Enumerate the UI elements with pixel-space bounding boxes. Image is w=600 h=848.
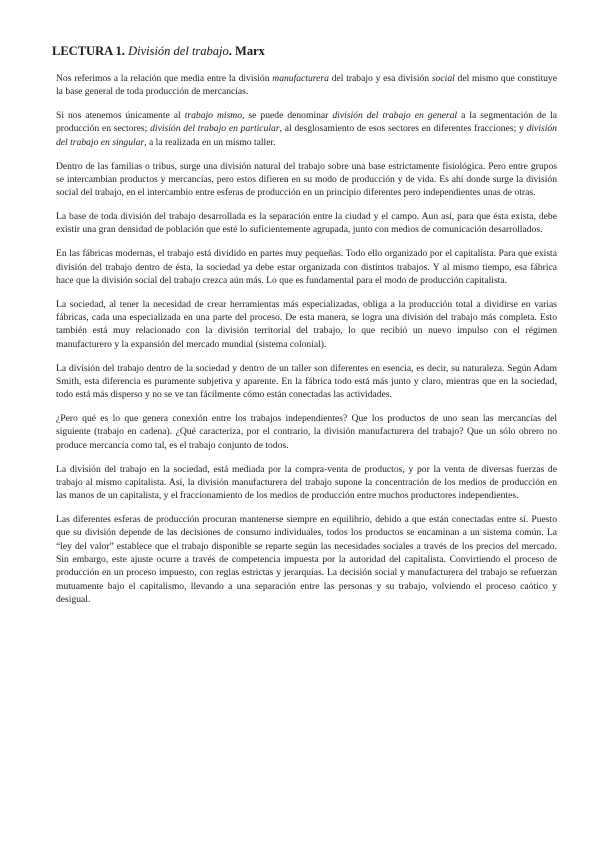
paragraph	[56, 247, 557, 287]
title-subject: División del trabajo	[128, 44, 229, 58]
paragraph	[56, 109, 557, 149]
paragraph	[56, 362, 557, 402]
italic-term: manufacturera	[272, 73, 329, 84]
text-run: , se puede denominar	[242, 110, 333, 122]
italic-term: división del trabajo en general	[332, 110, 458, 122]
text-run: del trabajo y esa división	[328, 73, 432, 84]
text-run: del mismo que constituye la base general de toda producción de mercancías.	[56, 73, 557, 98]
paragraph	[56, 160, 557, 200]
italic-term: división del trabajo en singular	[56, 123, 557, 148]
text-run: , a la realizada en un mismo taller.	[144, 136, 276, 148]
paragraph	[56, 463, 557, 503]
paragraph	[56, 210, 557, 237]
text-run: ¿Pero qué es lo que genera conexión entre los trabajos independientes? Que los productos de uno sean las mercancías del siguiente (trabajo en cadena). ¿Qué caracteriza, por el contrario, la división manufacturera del trabajo? Que un sólo obrero no produce mercancía como tal, es el trabajo conjunto de todos.	[56, 413, 557, 451]
text-run: Si nos atenemos únicamente al	[56, 110, 185, 122]
text-run: La división del trabajo en la sociedad, está mediada por la compra-venta de productos, y por la venta de diversas fuerzas de trabajo al mismo capitalista. Así, la división manufacturera del trabajo supone la concentración de los medios de producción en las manos de un capitalista, y el fraccionamiento de los medios de producción entre muchos productores independientes.	[56, 463, 557, 502]
text-run: a la segmentación de la producción en sectores;	[56, 110, 558, 135]
title-lead: LECTURA 1.	[52, 44, 125, 58]
paragraph	[56, 72, 557, 99]
title-author: Marx	[235, 44, 265, 58]
text-run: La sociedad, al tener la necesidad de crear herramientas más especializadas, obliga a la producción total a dividirse en varias fábricas, cada una especializada en una parte del proceso. De esta manera, se logra una división del trabajo más completa. Esto también está muy relacionado con la división territorial del trabajo, lo que recibió un nuevo impulso con el régimen manufacturero y la expansión del mercado mundial (sistema colonial).	[56, 298, 557, 350]
text-run: , al desglosamiento de esos sectores en diferentes fracciones; y	[279, 123, 527, 135]
text-run: Dentro de las familias o tribus, surge una división natural del trabajo sobre una base estrictamente fisiológica. Pero entre grupos se intercambian productos y mercancías, pero estos difieren en su modo de producción y de vida. Es ahí donde surge la división social del trabajo, en el intercambio entre esferas de producción en un principio diferentes pero independientes unas de otras.	[56, 160, 557, 199]
paragraph	[56, 513, 557, 606]
text-run: La división del trabajo dentro de la sociedad y dentro de un taller son diferentes en esencia, es decir, su naturaleza. Según Adam Smith, esta diferencia es puramente subjetiva y aparente. En la fábrica todo está más junto y claro, mientras que en la sociedad, todo está más disperso y no se ve tan fácilmente cómo están conectadas las actividades.	[56, 362, 557, 401]
document-title	[52, 44, 557, 59]
paragraph	[56, 412, 557, 452]
text-run: La base de toda división del trabajo desarrollada es la separación entre la ciudad y el campo. Aun así, para que ésta exista, debe existir una gran densidad de población que esté lo suficientemente agrupada, junto con medios de comunicación desarrollados.	[56, 211, 557, 236]
paragraph	[56, 298, 557, 351]
document-body	[56, 72, 557, 606]
text-run: Las diferentes esferas de producción procuran mantenerse siempre en equilibrio, debido a que están conectadas entre sí. Puesto que su división depende de las decisiones de consumo individuales, todos los productos se encaminan a un sistema común. La “ley del valor” establece que el trabajo disponible se reparte según las necesidades sociales a través de los precios del mercado. Sin embargo, este ajuste ocurre a través de competencia impuesta por la autoridad del capitalista. Convirtiendo el proceso de producción en un proceso impuesto, con reglas estrictas y jerarquías. La decisión social y manufacturera del trabajo se refuerzan mutuamente bajo el capitalismo, llevando a una separación entre las personas y su trabajo, volviendo el proceso caótico y desigual.	[56, 514, 557, 605]
italic-term: trabajo mismo	[184, 110, 243, 122]
italic-term: división del trabajo en particular	[150, 123, 280, 135]
title-dot: .	[228, 44, 232, 58]
document-page	[52, 44, 558, 617]
italic-term: social	[431, 73, 455, 84]
text-run: Nos referimos a la relación que media entre la división	[56, 73, 273, 84]
text-run: En las fábricas modernas, el trabajo está dividido en partes muy pequeñas. Todo ello organizado por el capitalista. Para que exista división del trabajo dentro de ésta, la sociedad ya debe estar organizada con distintos trabajos. Y al mismo tiempo, esa fábrica hace que la división social del trabajo crezca aún más. Lo que es fundamental para el modo de producción capitalista.	[56, 248, 557, 286]
